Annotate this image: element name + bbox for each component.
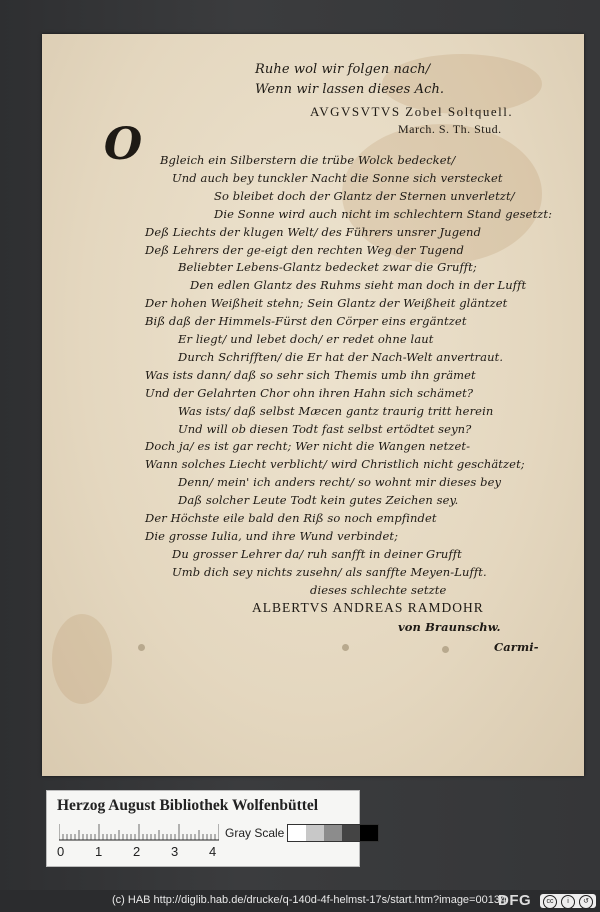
author2-name: ALBERTVS ANDREAS RAMDOHR	[252, 600, 484, 615]
paper-hole	[342, 644, 349, 651]
ruler-number: 4	[209, 844, 217, 859]
cc-license-badge[interactable]	[540, 894, 596, 908]
poem-line: Durch Schrifften/ die Er hat der Nach-Welt anvertraut.	[178, 349, 504, 364]
poem-line: Die Sonne wird auch nicht im schlechtern Stand gesetzt:	[214, 206, 553, 221]
paper-hole	[138, 644, 145, 651]
gray-swatch	[360, 825, 378, 841]
ruler-number: 0	[57, 844, 65, 859]
poem-line: Deß Lehrers der ge-eigt den rechten Weg der Tugend	[145, 242, 464, 257]
dfg-logo: DFG	[498, 892, 532, 909]
poem-line: Daß solcher Leute Todt kein gutes Zeichen sey.	[178, 493, 459, 508]
poem-line: Beliebter Lebens-Glantz bedecket zwar die Grufft;	[178, 260, 477, 275]
poem-line: Was ists/ daß selbst Mæcen gantz traurig tritt herein	[178, 403, 494, 418]
gray-swatch	[306, 825, 324, 841]
poem-line: Denn/ mein' ich anders recht/ so wohnt mir dieses bey	[178, 475, 502, 490]
poem-line: Umb dich sey nichts zusehn/ als sanffte Meyen-Lufft.	[172, 564, 487, 579]
library-name: Herzog August Bibliothek Wolfenbüttel	[57, 797, 319, 814]
gray-scale-bar	[287, 824, 379, 842]
poem-line: Der Höchste eile bald den Riß so noch empfindet	[145, 511, 437, 525]
poem-line: So bleibet doch der Glantz der Sternen unverletzt/	[214, 188, 515, 203]
header-line-2: Wenn wir lassen dieses Ach.	[255, 82, 445, 97]
ruler-icon	[59, 823, 219, 841]
poem-line: Du grosser Lehrer da/ ruh sanfft in deiner Grufft	[172, 546, 462, 561]
author1-affiliation: March. S. Th. Stud.	[398, 122, 502, 136]
stain	[52, 614, 112, 704]
poem-line: Doch ja/ es ist gar recht; Wer nicht die Wangen netzet-	[145, 439, 471, 454]
footer-bar	[0, 890, 600, 912]
poem-line: Die grosse Iulia, und ihre Wund verbindet;	[145, 528, 399, 543]
poem-line: Wann solches Liecht verblicht/ wird Christlich nicht geschätzet;	[145, 457, 525, 472]
poem-line: Deß Liechts der klugen Welt/ des Führers unsrer Jugend	[145, 224, 482, 239]
ruler-number: 3	[171, 844, 179, 859]
gray-swatch	[342, 825, 360, 841]
poem-line: Er liegt/ und lebet doch/ er redet ohne laut	[178, 332, 434, 346]
poem-line: Biß daß der Himmels-Fürst den Cörper eins ergäntzet	[145, 314, 467, 329]
catchword: Carmi-	[494, 640, 539, 654]
library-color-card	[46, 790, 360, 867]
cc-icon: cc	[543, 895, 557, 909]
poem-line: Und auch bey tunckler Nacht die Sonne sich verstecket	[172, 170, 503, 185]
author2-place: von Braunschw.	[398, 620, 501, 634]
ruler-number: 2	[133, 844, 141, 859]
poem-line: Bgleich ein Silberstern die trübe Wolck bedecket/	[160, 153, 456, 167]
author1-name: AVGVSVTVS Zobel Soltquell.	[310, 104, 514, 119]
paper-hole	[442, 646, 449, 653]
gray-swatch	[288, 825, 306, 841]
by-icon: i	[561, 895, 575, 909]
header-line-1: Ruhe wol wir folgen nach/	[255, 62, 431, 77]
ruler-number: 1	[95, 844, 103, 859]
copyright-url[interactable]: (c) HAB http://diglib.hab.de/drucke/q-140d-4f-helmst-17s/start.htm?image=00134	[112, 894, 507, 906]
poem-line: Was ists dann/ daß so sehr sich Themis umb ihn grämet	[145, 367, 476, 382]
poem-line: Und der Gelahrten Chor ohn ihren Hahn sich schämet?	[145, 385, 474, 400]
gray-swatch	[324, 825, 342, 841]
author2-intro: dieses schlechte setzte	[310, 583, 447, 597]
drop-cap: O	[103, 119, 143, 170]
sa-icon: ↺	[579, 895, 593, 909]
poem-line: Der hohen Weißheit stehn; Sein Glantz der Weißheit gläntzet	[145, 296, 508, 311]
poem-line: Den edlen Glantz des Ruhms sieht man doch in der Lufft	[190, 278, 527, 293]
poem-line: Und will ob diesen Todt fast selbst ertödtet seyn?	[178, 421, 472, 436]
gray-scale-label: Gray Scale	[225, 826, 285, 840]
